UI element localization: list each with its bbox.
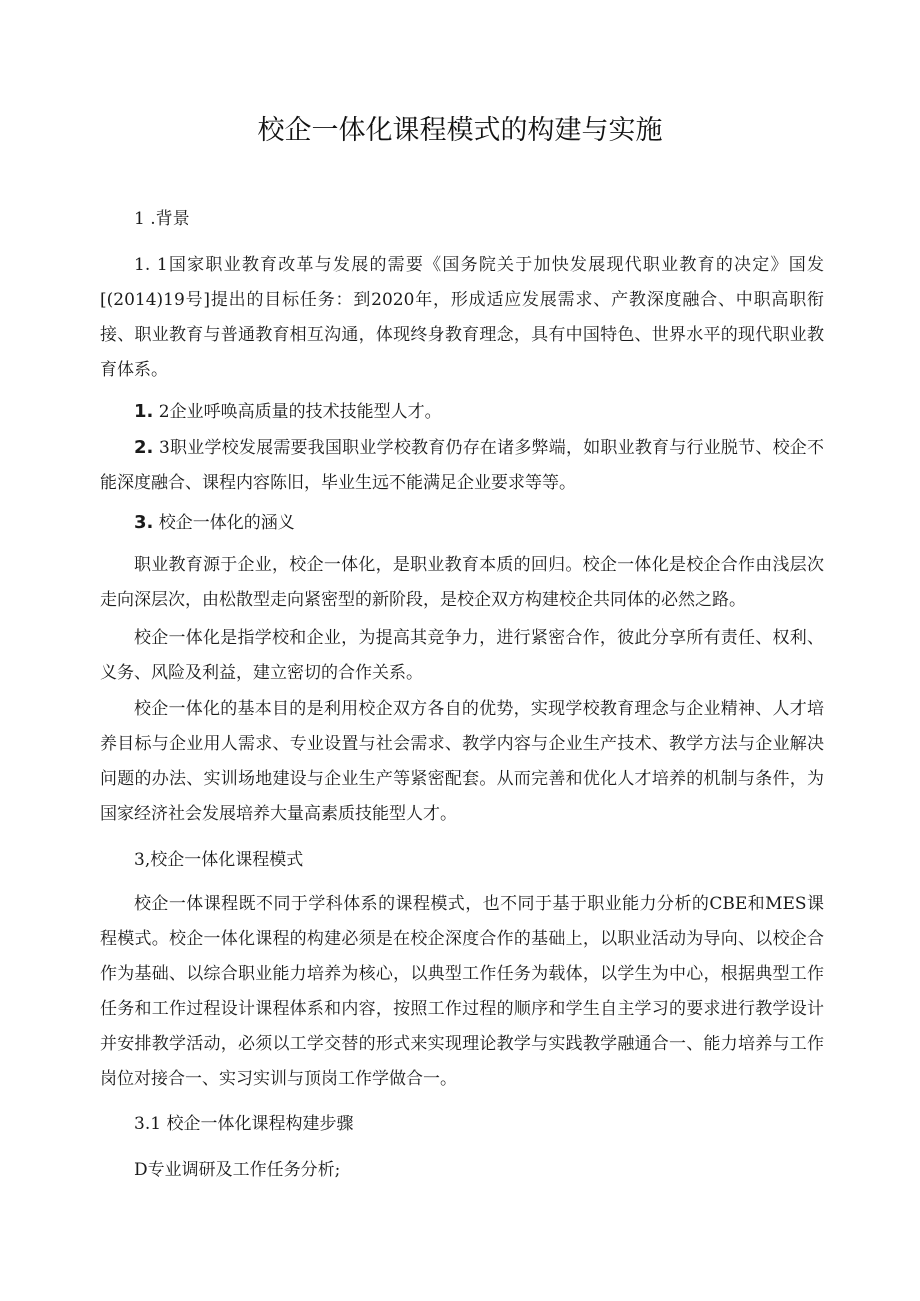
paragraph-1-3 xyxy=(100,430,824,501)
list-item-d: D专业调研及工作任务分析; xyxy=(134,1160,341,1180)
paragraph-1-3-text: 3职业学校发展需要我国职业学校教育仍存在诸多弊端，如职业教育与行业脱节、校企不能深度融合、课程内容陈旧，毕业生远不能满足企业要求等等。 xyxy=(100,438,824,493)
section-heading-meaning xyxy=(134,505,295,541)
paragraph-1-1: 1. 1国家职业教育改革与发展的需要《国务院关于加快发展现代职业教育的决定》国发[(2014)19号]提出的目标任务：到2020年，形成适应发展需求、产教深度融合、中职高职衔接、职业教育与普通教育相互沟通，体现终身教育理念，具有中国特色、世界水平的现代职业教育体系。 xyxy=(100,255,824,380)
section-heading-meaning-text: 校企一体化的涵义 xyxy=(153,513,295,533)
paragraph-1-2 xyxy=(134,394,442,430)
paragraph-3-1: 校企一体课程既不同于学科体系的课程模式，也不同于基于职业能力分析的CBE和MES课程模式。校企一体化课程的构建必须是在校企深度合作的基础上，以职业活动为导向、以校企合作为基础、以综合职业能力培养为核心，以典型工作任务为载体，以学生为中心，根据典型工作任务和工作过程设计课程体系和内容，按照工作过程的顺序和学生自主学习的要求进行教学设计并安排教学活动，必须以工学交替的形式来实现理论教学与实践教学融通合一、能力培养与工作岗位对接合一、实习实训与顶岗工作学做合一。 xyxy=(100,894,824,1089)
paragraph-1-2-text: 2企业呼唤高质量的技术技能型人才。 xyxy=(153,402,442,422)
subsection-heading-3-1: 3.1 校企一体化课程构建步骤 xyxy=(134,1114,354,1134)
section-heading-meaning-number: 3. xyxy=(134,512,154,533)
paragraph-1-3-number: 2. xyxy=(134,437,154,458)
section-heading-background: 1 .背景 xyxy=(134,209,190,229)
paragraph-2-1: 职业教育源于企业，校企一体化，是职业教育本质的回归。校企一体化是校企合作由浅层次走向深层次，由松散型走向紧密型的新阶段，是校企双方构建校企共同体的必然之路。 xyxy=(100,555,824,610)
paragraph-2-3: 校企一体化的基本目的是利用校企双方各自的优势，实现学校教育理念与企业精神、人才培养目标与企业用人需求、专业设置与社会需求、教学内容与企业生产技术、教学方法与企业解决问题的办法、实训场地建设与企业生产等紧密配套。从而完善和优化人才培养的机制与条件，为国家经济社会发展培养大量高素质技能型人才。 xyxy=(100,699,824,824)
paragraph-2-2: 校企一体化是指学校和企业，为提高其竞争力，进行紧密合作，彼此分享所有责任、权利、义务、风险及利益，建立密切的合作关系。 xyxy=(100,628,824,683)
document-title: 校企一体化课程模式的构建与实施 xyxy=(257,115,663,146)
section-heading-course-model: 3,校企一体化课程模式 xyxy=(134,850,304,870)
paragraph-1-2-number: 1. xyxy=(134,401,154,422)
